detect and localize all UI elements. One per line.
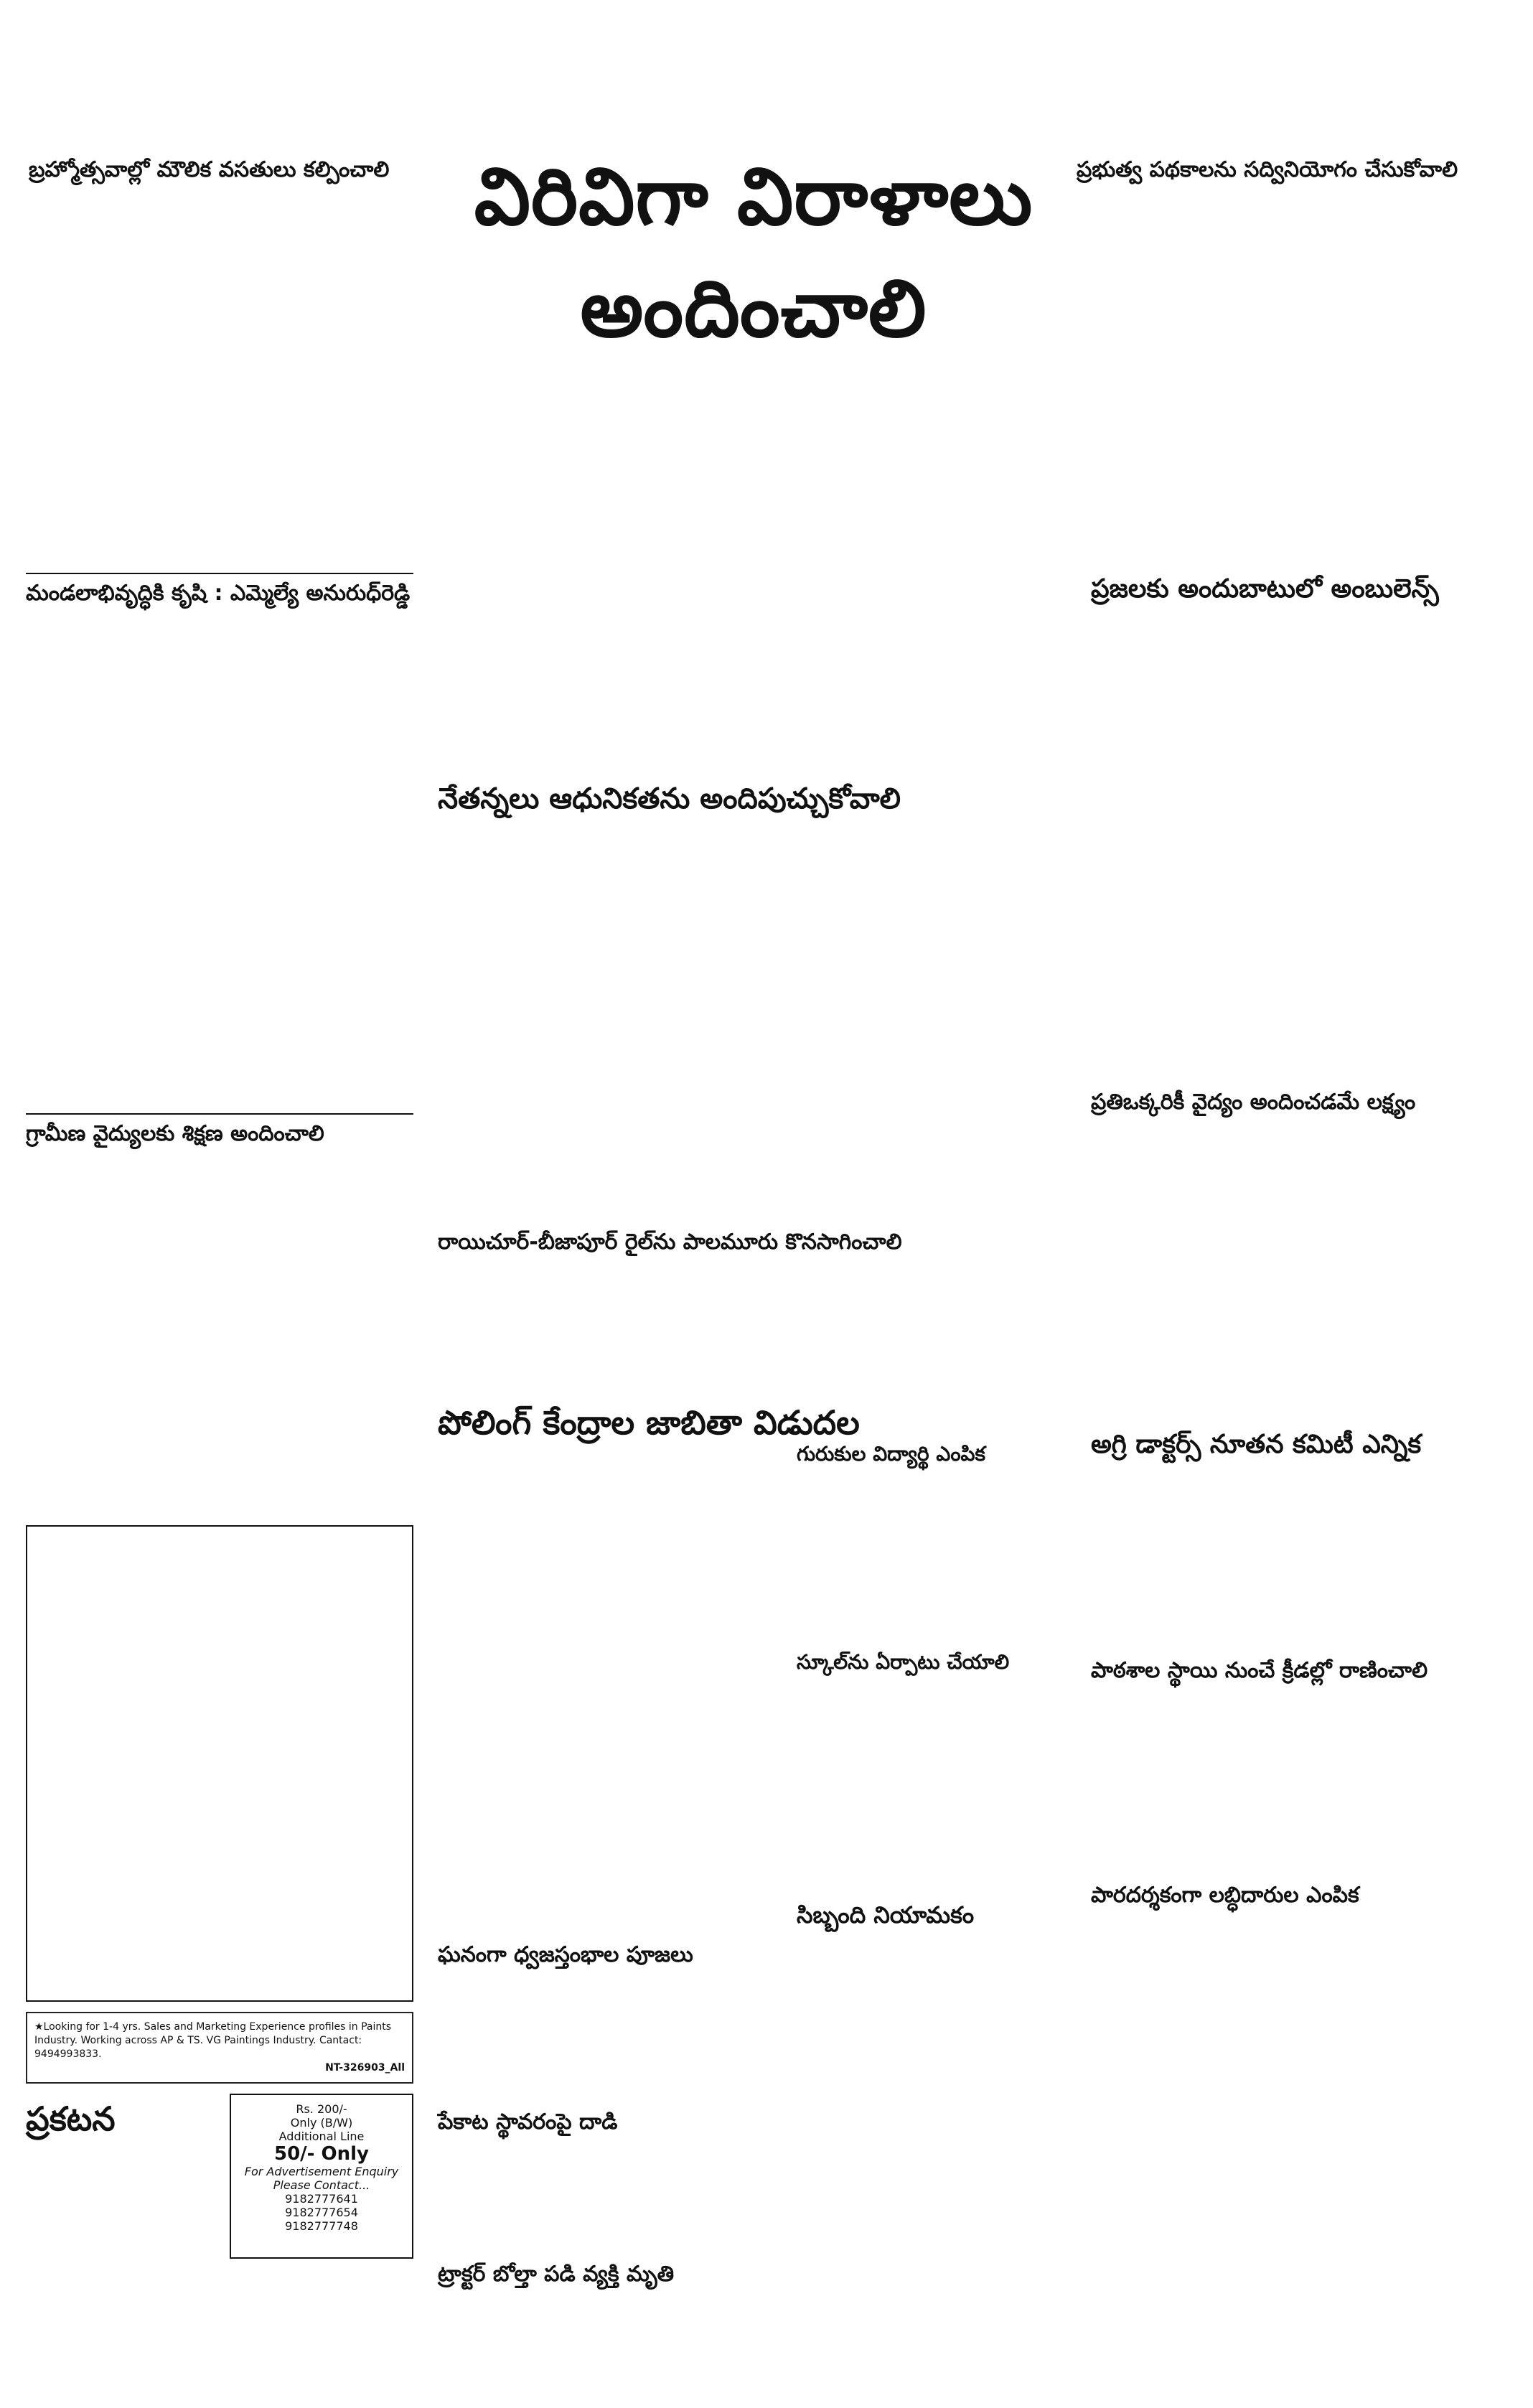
left-column [19, 194, 421, 2315]
prakatana-title: ప్రకటన [26, 2099, 116, 2138]
right-article-3 [1091, 1121, 1507, 1423]
center-headline-7: ట్రాక్టర్ బోల్తా పడి వ్యక్తి మృతి [438, 2262, 675, 2287]
mid-article-8 [797, 1471, 1069, 1644]
center-headline-2: నేతన్నలు ఆధునికతను అందిపుచ్చుకోవాలి [438, 782, 901, 815]
right-article-4 [1091, 1465, 1507, 1652]
center-headline-3: రాయిచూర్-బీజాపూర్ రైల్‌ను పాలమూరు కొనసాగించాలి [438, 1229, 902, 1255]
right-headline-2: ప్రజలకు అందుబాటులో అంబులెన్స్ [1091, 574, 1439, 604]
main-headline: విరివిగా విరాళాలు అందించాలి [474, 151, 1033, 355]
mid-article-10 [797, 1934, 1069, 2150]
right-headline-5: పాఠశాల స్థాయి నుంచే క్రీడల్లో రాణించాలి [1091, 1658, 1428, 1684]
top-right-headline: ప్రభుత్వ పథకాలను సద్వినియోగం చేసుకోవాలి [1077, 157, 1458, 182]
center-article-1 [438, 258, 1069, 775]
right-headline-6: పారదర్శకంగా లబ్ధిదారుల ఎంపిక [1091, 1882, 1359, 1908]
right-article-5 [1091, 1690, 1507, 1876]
left-headline-3: గ్రామీణ వైద్యులకు శిక్షణ అందించాలి [26, 1120, 324, 1146]
right-article-6 [1091, 1913, 1507, 2086]
mid-headline-9: స్కూల్‌ను ఏర్పాటు చేయాలి [797, 1650, 1010, 1674]
right-headline-3: ప్రతిఒక్కరికీ వైద్యం అందించడమే లక్ష్యం [1091, 1090, 1416, 1115]
rate-additional: Additional Line [278, 2129, 365, 2143]
bank-auction-notice [26, 1525, 413, 2002]
prakatana-box [26, 2094, 220, 2259]
center-article-3 [438, 1261, 1069, 1397]
job-ad-code: NT-326903_All [325, 2061, 405, 2074]
left-article-3 [26, 1152, 413, 1525]
center-headline-4: పోలింగ్ కేంద్రాల జాబితా విడుదల [438, 1402, 860, 1442]
classified-rate-box [230, 2094, 413, 2259]
mid-headline-10: సిబ్బంది నియామకం [797, 1901, 975, 1929]
divider [26, 1113, 413, 1115]
rate-price: Rs. 200/- [296, 2102, 347, 2116]
phone-3: 9182777748 [285, 2219, 358, 2233]
right-headline-4: అగ్రి డాక్టర్స్ నూతన కమిటీ ఎన్నిక [1091, 1429, 1422, 1459]
center-headline-5: ఘనంగా ధ్వజస్తంభాల పూజలు [438, 1942, 693, 1968]
rate-sub: Only (B/W) [290, 2115, 353, 2130]
right-article-1 [1091, 194, 1507, 567]
rate-contact: Please Contact... [273, 2178, 370, 2192]
left-article-2 [26, 612, 413, 1107]
top-left-headline: బ్రహ్మోత్సవాల్లో మౌలిక వసతులు కల్పించాలి [29, 157, 390, 182]
mid-article-9 [797, 1679, 1069, 1895]
mid-right-column [789, 1435, 1077, 2315]
right-article-2 [1091, 609, 1507, 1083]
center-article-2 [438, 821, 1069, 1223]
phone-2: 9182777654 [285, 2205, 358, 2219]
rate-enquiry: For Advertisement Enquiry [244, 2164, 399, 2178]
job-ad-text: ★Looking for 1-4 yrs. Sales and Marketing Experience profiles in Paints Industry. Working across AP & TS. VG Paintings Industry. Cantact: 9494993833. [34, 2021, 392, 2060]
mid-headline-8: గురుకుల విద్యార్థి ఎంపిక [797, 1442, 986, 1466]
divider [26, 573, 413, 574]
left-article-1 [26, 194, 413, 567]
job-ad [26, 2012, 413, 2084]
right-column [1084, 194, 1514, 2315]
rate-additional-price: 50/- Only [274, 2142, 369, 2165]
phone-1: 9182777641 [285, 2191, 358, 2206]
center-headline-6: పేకాట స్థావరంపై దాడి [438, 2109, 618, 2135]
left-headline-2: మండలాభివృద్ధికి కృషి : ఎమ్మెల్యే అనురుధ్‌రెడ్డి [26, 581, 411, 606]
